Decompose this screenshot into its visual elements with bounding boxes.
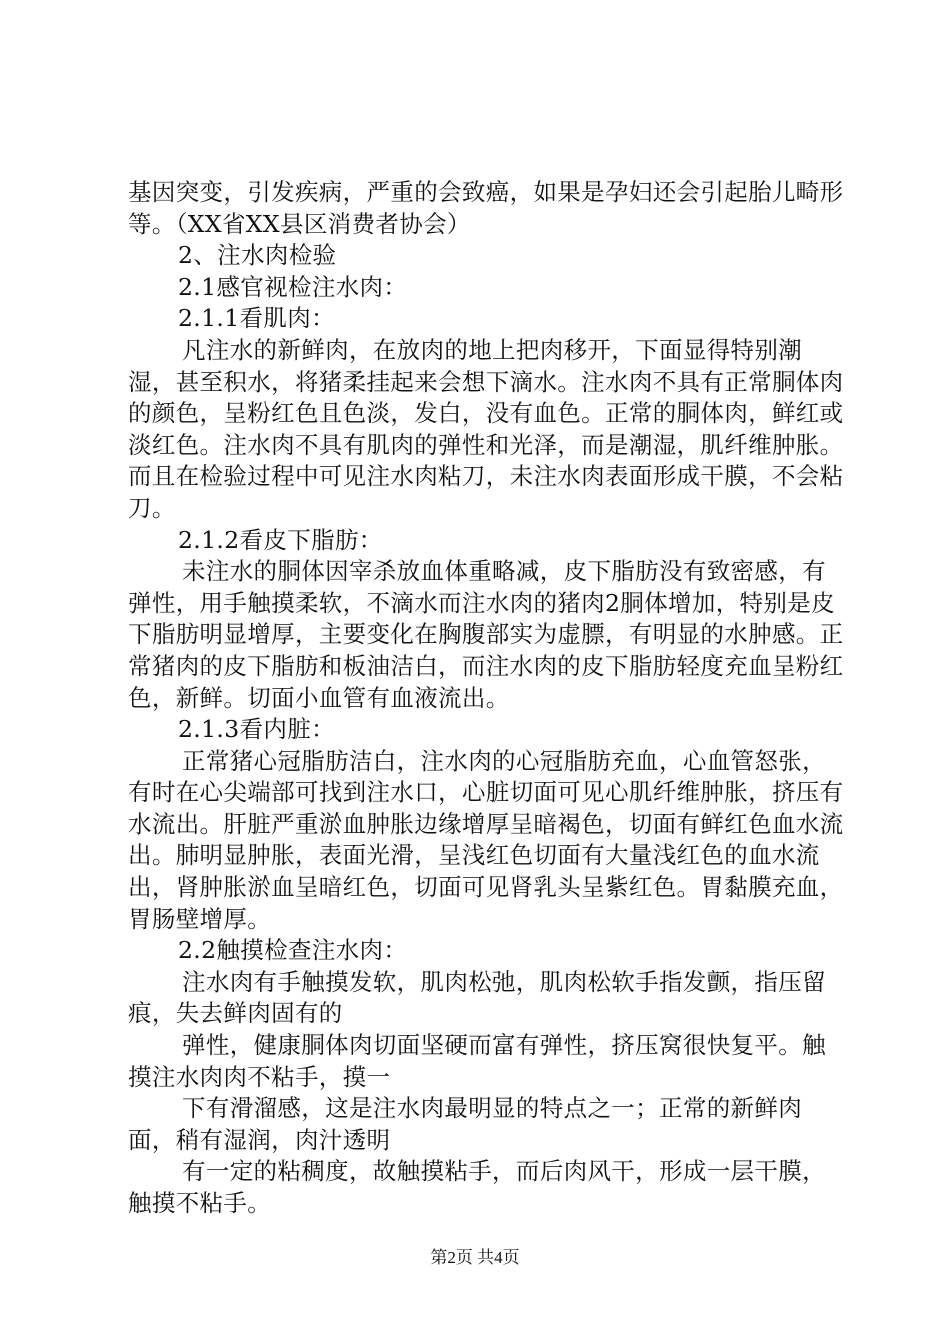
subsection-heading: 2.1感官视检注水肉：	[178, 272, 408, 301]
subsection-heading: 2.2触摸检查注水肉：	[178, 936, 408, 965]
paragraph-continuation: 基因突变，引发疾病，严重的会致癌，如果是孕妇还会引起胎儿畸形等。（XX省XX县区消费者协会）	[128, 178, 844, 238]
page-number: 第2页 共4页	[430, 1248, 520, 1267]
paragraph: 下有滑溜感，这是注水肉最明显的特点之一；正常的新鲜肉面，稍有湿润，肉汁透明	[128, 1094, 803, 1154]
paragraph: 注水肉有手触摸发软，肌肉松弛，肌肉松软手指发颤，指压留痕，失去鲜肉固有的	[128, 967, 826, 1028]
paragraph: 未注水的胴体因宰杀放血体重略减，皮下脂肪没有致密感，有弹性，用手触摸柔软，不滴水而注水肉的猪肉2胴体增加，特别是皮下脂肪明显增厚，主要变化在胸腹部实为虚膘，有明显的水肿感。正常猪肉的皮下脂肪和板油洁白，而注水肉的皮下脂肪轻度充血呈粉红色，新鲜。切面小血管有血液流出。	[128, 557, 844, 712]
section-heading: 2、注水肉检验	[178, 241, 337, 270]
paragraph: 有一定的粘稠度，故触摸粘手，而后肉风干，形成一层干膜，触摸不粘手。	[128, 1157, 826, 1217]
subsubsection-heading: 2.1.1看肌肉：	[178, 304, 335, 333]
paragraph: 正常猪心冠脂肪洁白，注水肉的心冠脂肪充血，心血管怒张，有时在心尖端部可找到注水口，心脏切面可见心肌纤维肿胀，挤压有水流出。肝脏严重淤血肿胀边缘增厚呈暗褐色，切面有鲜红色血水流出。肺明显肿胀，表面光滑，呈浅红色切面有大量浅红色的血水流出，肾肿胀淤血呈暗红色，切面可见肾乳头呈紫红色。胃黏膜充血，胃肠壁增厚。	[128, 746, 844, 933]
subsubsection-heading: 2.1.2看皮下脂肪：	[178, 525, 383, 554]
paragraph: 弹性，健康胴体肉切面坚硬而富有弹性，挤压窝很快复平。触摸注水肉肉不粘手，摸一	[128, 1031, 826, 1091]
paragraph: 凡注水的新鲜肉，在放肉的地上把肉移开，下面显得特别潮湿，甚至积水，将猪柔挂起来会想下滴水。注水肉不具有正常胴体肉的颜色，呈粉红色且色淡，发白，没有血色。正常的胴体肉，鲜红或淡红色。注水肉不具有肌肉的弹性和光泽，而是潮湿，肌纤维肿胀。而且在检验过程中可见注水肉粘刀，未注水肉表面形成干膜，不会粘刀。	[128, 335, 844, 522]
document-body	[128, 177, 848, 1220]
subsubsection-heading: 2.1.3看内脏：	[178, 715, 335, 744]
